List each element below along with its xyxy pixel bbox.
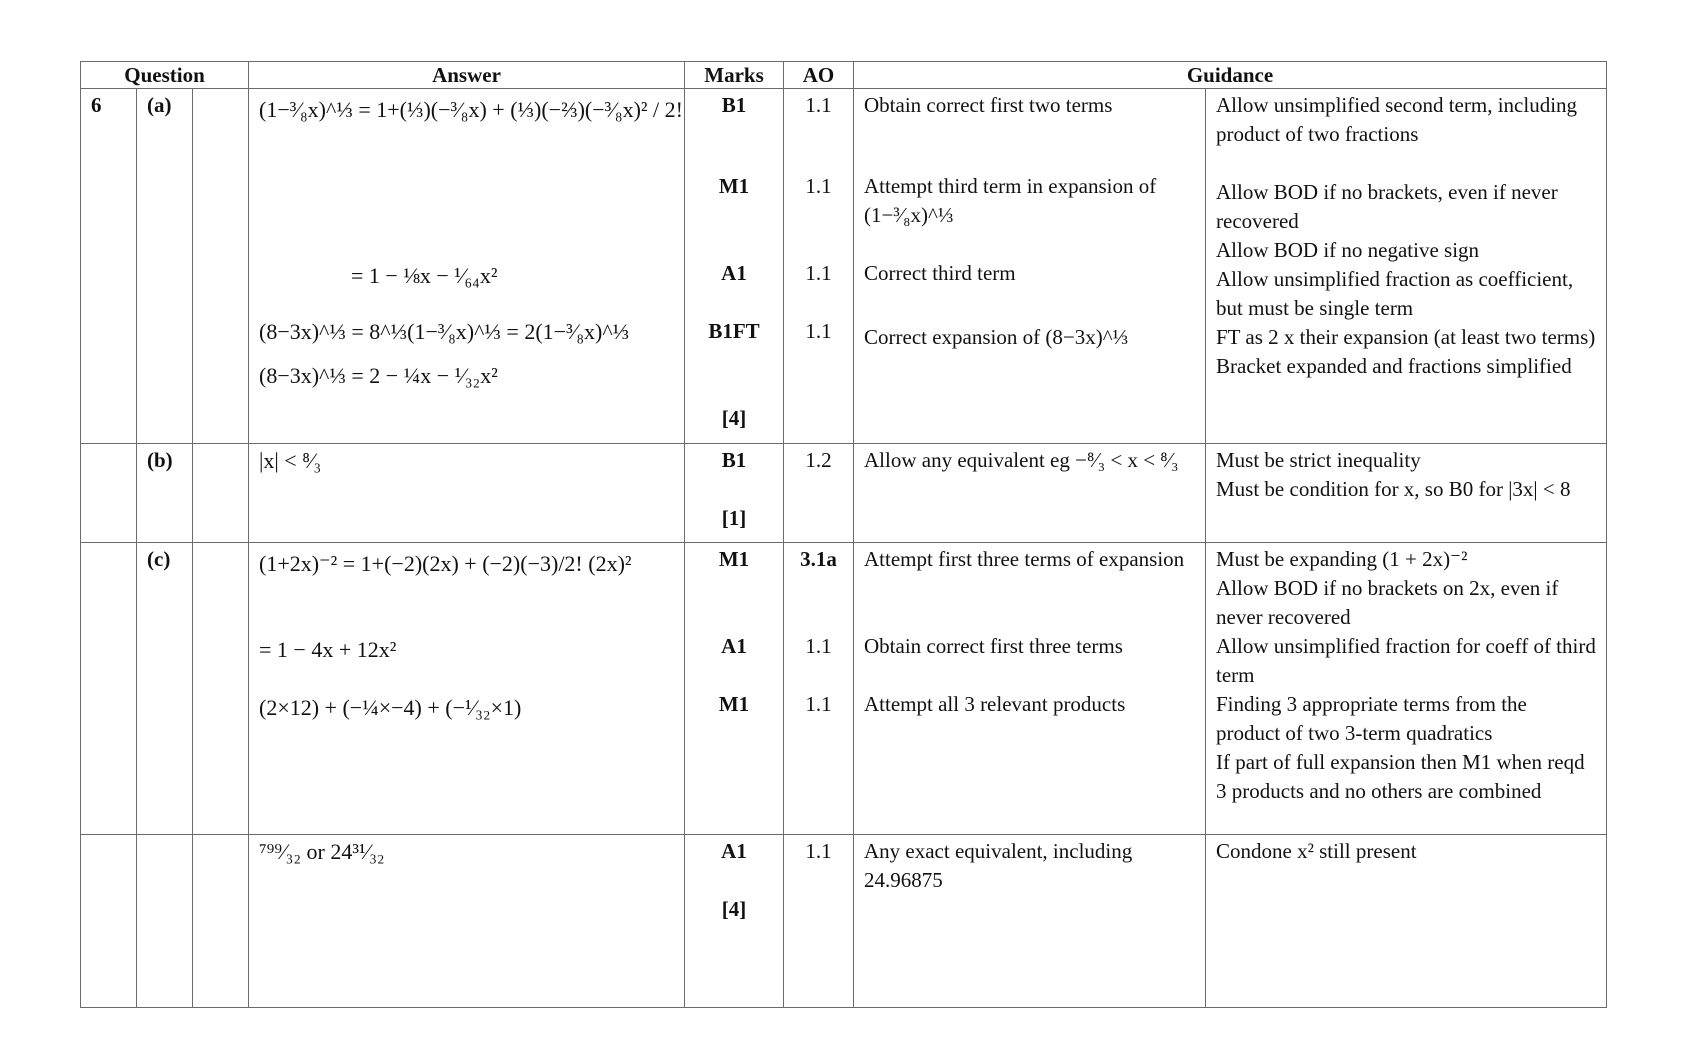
answer-c-line-2: = 1 − 4x + 12x² [259, 637, 397, 662]
guidance-left-a [854, 89, 1206, 444]
guidance-right-c [1206, 543, 1607, 835]
answer-cell-c-final [249, 835, 685, 1008]
answer-c-line-1: (1+2x)⁻² = 1+(−2)(2x) + (−2)(−3)/2! (2x)² [259, 551, 632, 576]
ao-c-1: 3.1a [800, 547, 837, 571]
header-answer: Answer [249, 62, 685, 89]
guidance-a-left-1: Obtain correct first two terms [864, 93, 1113, 117]
answer-a-line-4: (8−3x)^⅓ = 2 − ¼x − ¹⁄₃₂x² [259, 363, 498, 388]
ao-c-2: 1.1 [805, 634, 832, 658]
answer-cell-c [249, 543, 685, 835]
mark-b-total: [1] [721, 506, 747, 530]
answer-cell-a [249, 89, 685, 444]
answer-a-line-3: (8−3x)^⅓ = 8^⅓(1−³⁄₈x)^⅓ = 2(1−³⁄₈x)^⅓ [259, 319, 630, 344]
ao-cell-a [784, 89, 854, 444]
header-row [81, 62, 1607, 89]
question-part-b: (b) [137, 444, 193, 543]
mark-a-1: B1 [721, 93, 747, 117]
ao-a-2: 1.1 [805, 174, 832, 198]
guidance-c-right-3: Allow unsimplified fraction for coeff of third term [1216, 634, 1596, 687]
guidance-a-right-1: Allow unsimplified second term, including product of two fractions [1216, 93, 1578, 146]
table-row-6a [81, 89, 1607, 444]
guidance-c-final-left: Any exact equivalent, including 24.96875 [864, 839, 1133, 892]
guidance-a-left-4: Correct third term [864, 261, 1016, 285]
ao-cell-c [784, 543, 854, 835]
answer-a-line-2: = 1 − ⅛x − ¹⁄₆₄x² [351, 263, 498, 288]
header-guidance: Guidance [854, 62, 1607, 89]
ao-a-3: 1.1 [805, 261, 832, 285]
guidance-a-right-5: FT as 2 x their expansion (at least two terms) [1216, 325, 1596, 349]
guidance-a-left-3: (1−³⁄₈x)^⅓ [864, 203, 954, 227]
guidance-c-left-1: Attempt first three terms of expansion [864, 547, 1185, 571]
mark-a-total: [4] [721, 406, 747, 430]
mark-c-total: [4] [721, 897, 747, 921]
guidance-b-right-1: Must be strict inequality [1216, 448, 1421, 472]
guidance-a-right-3: Allow BOD if no negative sign [1216, 238, 1480, 262]
answer-b: |x| < ⁸⁄₃ [259, 448, 322, 473]
question-number: 6 [81, 89, 137, 444]
marks-cell-c [685, 543, 784, 835]
mark-c-3: M1 [718, 692, 750, 716]
guidance-a-left-2: Attempt third term in expansion of [864, 174, 1157, 198]
table-row-6c-final [81, 835, 1607, 1008]
guidance-c-left-2: Obtain correct first three terms [864, 634, 1123, 658]
question-part-c: (c) [137, 543, 193, 835]
ao-cell-c-final [784, 835, 854, 1008]
mark-c-2: A1 [721, 634, 747, 658]
answer-cell-b [249, 444, 685, 543]
header-ao: AO [784, 62, 854, 89]
ao-b-1: 1.2 [805, 448, 832, 472]
question-subpart-empty [193, 89, 249, 444]
mark-a-2: M1 [718, 174, 750, 198]
ao-a-4: 1.1 [805, 319, 832, 343]
mark-scheme-table [80, 61, 1607, 1008]
guidance-left-b [854, 444, 1206, 543]
ao-c-final: 1.1 [805, 839, 832, 863]
guidance-left-c [854, 543, 1206, 835]
mark-a-3: A1 [721, 261, 747, 285]
guidance-c-right-1: Must be expanding (1 + 2x)⁻² [1216, 547, 1468, 571]
marks-cell-b [685, 444, 784, 543]
question-part-a: (a) [137, 89, 193, 444]
answer-c-line-3: (2×12) + (−¼×−4) + (−¹⁄₃₂×1) [259, 695, 522, 720]
guidance-c-right-4: Finding 3 appropriate terms from the product of two 3-term quadratics [1216, 692, 1527, 745]
answer-a-line-1: (1−³⁄₈x)^⅓ = 1+(⅓)(−³⁄₈x) + (⅓)(−⅔)(−³⁄₈x)² / 2! [259, 97, 683, 122]
guidance-b-right-2: Must be condition for x, so B0 for |3x| < 8 [1216, 477, 1571, 501]
mark-a-4: B1FT [708, 319, 760, 343]
guidance-left-c-final [854, 835, 1206, 1008]
guidance-a-right-4: Allow unsimplified fraction as coefficient, but must be single term [1216, 267, 1574, 320]
guidance-right-a [1206, 89, 1607, 444]
guidance-c-left-3: Attempt all 3 relevant products [864, 692, 1126, 716]
mark-c-final: A1 [721, 839, 747, 863]
guidance-a-right-6: Bracket expanded and fractions simplified [1216, 354, 1572, 378]
ao-cell-b [784, 444, 854, 543]
table-row-6b [81, 444, 1607, 543]
guidance-right-b [1206, 444, 1607, 543]
header-marks: Marks [685, 62, 784, 89]
guidance-c-right-2: Allow BOD if no brackets on 2x, even if never recovered [1216, 576, 1559, 629]
guidance-c-final-right: Condone x² still present [1216, 839, 1417, 863]
guidance-a-right-2: Allow BOD if no brackets, even if never recovered [1216, 180, 1558, 233]
marks-cell-a [685, 89, 784, 444]
guidance-a-left-5: Correct expansion of (8−3x)^⅓ [864, 325, 1129, 349]
guidance-right-c-final [1206, 835, 1607, 1008]
ao-a-1: 1.1 [805, 93, 832, 117]
mark-c-1: M1 [718, 547, 750, 571]
header-question: Question [81, 62, 249, 89]
ao-c-3: 1.1 [805, 692, 832, 716]
guidance-c-right-5: If part of full expansion then M1 when reqd 3 products and no others are combined [1216, 750, 1585, 803]
marks-cell-c-final [685, 835, 784, 1008]
mark-b-1: B1 [721, 448, 747, 472]
guidance-b-left-1: Allow any equivalent eg −⁸⁄₃ < x < ⁸⁄₃ [864, 448, 1179, 472]
answer-c-final: ⁷⁹⁹⁄₃₂ or 24³¹⁄₃₂ [259, 839, 385, 864]
table-row-6c [81, 543, 1607, 835]
